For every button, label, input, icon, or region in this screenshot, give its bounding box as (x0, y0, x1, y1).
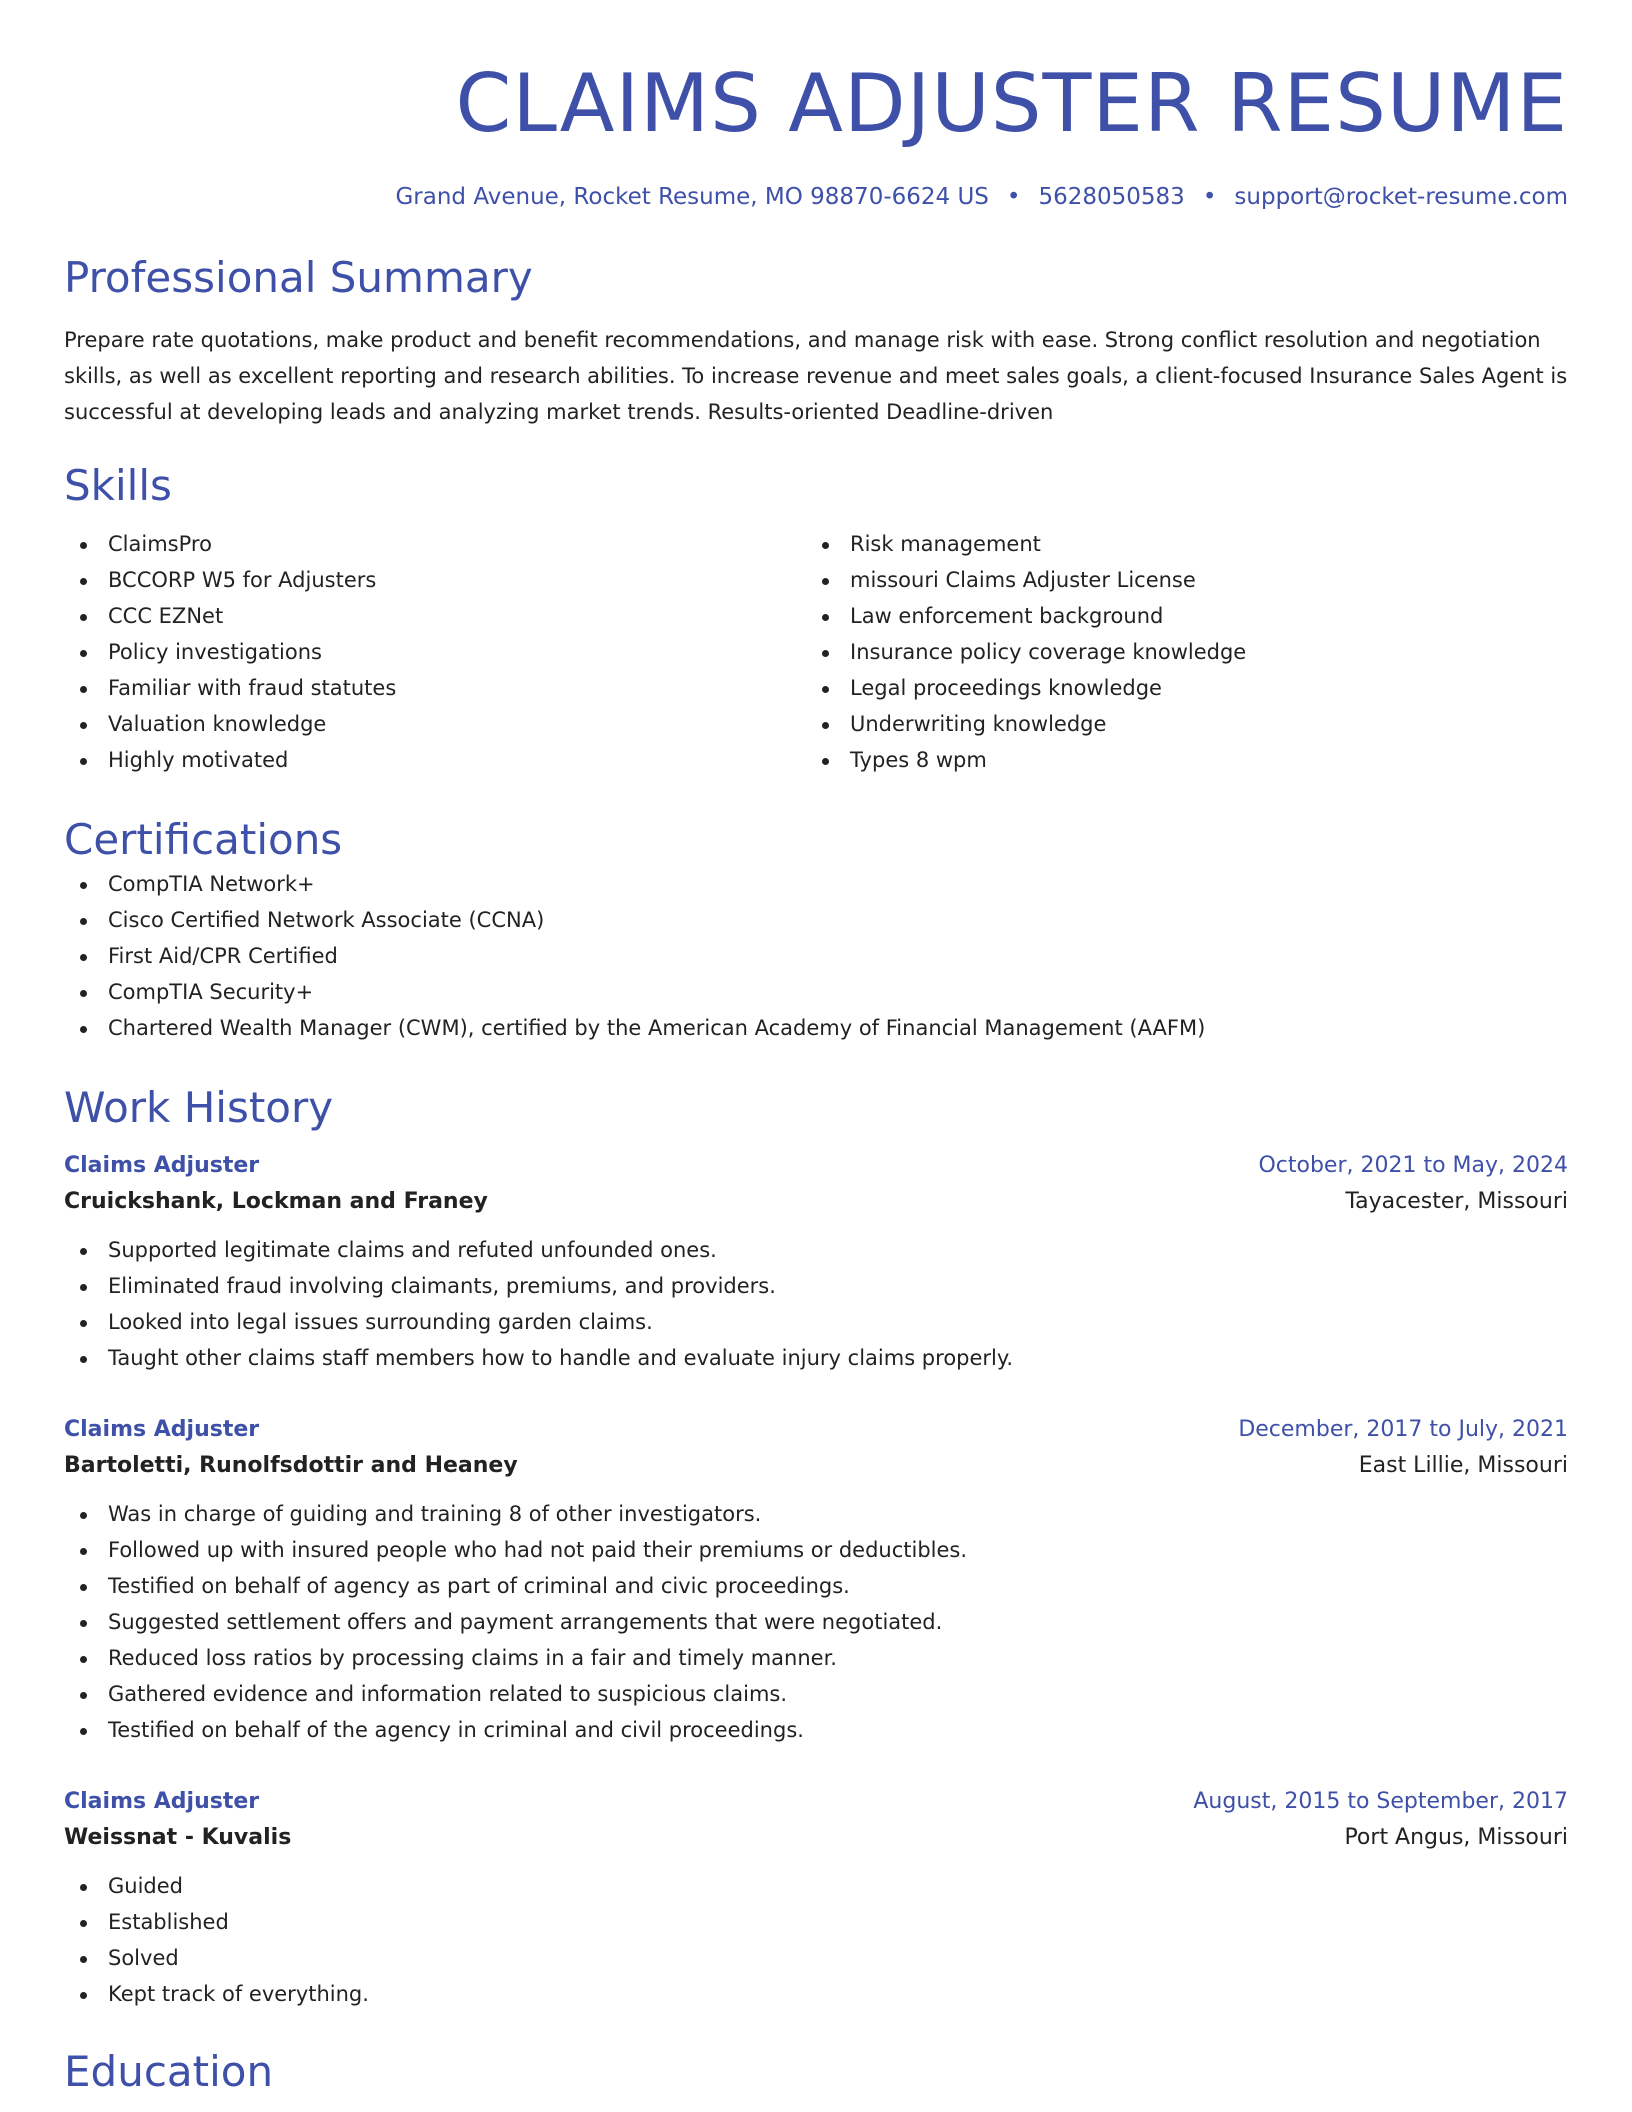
skill-item: Types 8 wpm (806, 742, 1548, 778)
job-company: Bartoletti, Runolfsdottir and Heaney (64, 1453, 518, 1478)
certification-item: First Aid/CPR Certified (64, 938, 1568, 974)
job-bullet: Kept track of everything. (64, 1976, 1568, 2012)
education-section (64, 2046, 1568, 2098)
summary-section (64, 252, 1568, 430)
skill-item: ClaimsPro (64, 526, 806, 562)
job-entry (64, 1784, 1568, 2012)
skill-item: Underwriting knowledge (806, 706, 1548, 742)
certification-item: CompTIA Security+ (64, 974, 1568, 1010)
resume-page (64, 0, 1568, 2098)
contact-separator: • (1202, 184, 1217, 210)
job-bullets (64, 1232, 1568, 1376)
summary-text: Prepare rate quotations, make product and benefit recommendations, and manage risk with ease. Strong conflict resolution and negotiation skills, as well as excellent reporting and research abilities. To increase revenue and meet sales goals, a client-focused Insurance Sales Agent is successful at developing leads and analyzing market trends. Results-oriented Deadline-driven (64, 328, 1568, 424)
certification-item: CompTIA Network+ (64, 866, 1568, 902)
job-location: Port Angus, Missouri (1344, 1825, 1568, 1850)
job-bullets (64, 1496, 1568, 1748)
contact-email[interactable]: support@rocket-resume.com (1234, 184, 1568, 210)
summary-heading: Professional Summary (64, 253, 533, 302)
job-bullet: Guided (64, 1868, 1568, 1904)
work-history-section (64, 1082, 1568, 2012)
skill-item: Policy investigations (64, 634, 806, 670)
job-bullet: Followed up with insured people who had not paid their premiums or deductibles. (64, 1532, 1568, 1568)
skill-item: Risk management (806, 526, 1548, 562)
job-bullet: Looked into legal issues surrounding garden claims. (64, 1304, 1568, 1340)
certifications-heading: Certifications (64, 815, 343, 864)
certification-item: Chartered Wealth Manager (CWM), certified by the American Academy of Financial Management (AAFM) (64, 1010, 1568, 1046)
skill-item: Legal proceedings knowledge (806, 670, 1548, 706)
skill-item: Familiar with fraud statutes (64, 670, 806, 706)
job-location: East Lillie, Missouri (1358, 1453, 1568, 1478)
job-title: Claims Adjuster (64, 1417, 260, 1442)
job-bullet: Testified on behalf of the agency in criminal and civil proceedings. (64, 1712, 1568, 1748)
skill-item: missouri Claims Adjuster License (806, 562, 1548, 598)
job-bullets (64, 1868, 1568, 2012)
skills-list-left (64, 526, 806, 778)
job-bullet: Gathered evidence and information related to suspicious claims. (64, 1676, 1568, 1712)
job-title: Claims Adjuster (64, 1789, 260, 1814)
skill-item: CCC EZNet (64, 598, 806, 634)
job-location: Tayacester, Missouri (1345, 1189, 1568, 1214)
job-bullet: Was in charge of guiding and training 8 of other investigators. (64, 1496, 1568, 1532)
contact-phone: 5628050583 (1038, 184, 1185, 210)
job-title: Claims Adjuster (64, 1153, 260, 1178)
certifications-section (64, 814, 1568, 1046)
job-bullet: Solved (64, 1940, 1568, 1976)
certifications-list (64, 866, 1568, 1046)
job-entry (64, 1412, 1568, 1748)
job-bullet: Supported legitimate claims and refuted unfounded ones. (64, 1232, 1568, 1268)
skill-item: BCCORP W5 for Adjusters (64, 562, 806, 598)
job-bullet: Suggested settlement offers and payment arrangements that were negotiated. (64, 1604, 1568, 1640)
skill-item: Insurance policy coverage knowledge (806, 634, 1548, 670)
job-dates: December, 2017 to July, 2021 (1238, 1417, 1568, 1442)
job-dates: October, 2021 to May, 2024 (1258, 1153, 1568, 1178)
contact-separator: • (1006, 184, 1021, 210)
skill-item: Valuation knowledge (64, 706, 806, 742)
resume-title: CLAIMS ADJUSTER RESUME (455, 57, 1568, 150)
contact-line (64, 182, 1568, 212)
skill-item: Highly motivated (64, 742, 806, 778)
job-bullet: Taught other claims staff members how to handle and evaluate injury claims properly. (64, 1340, 1568, 1376)
job-company: Cruickshank, Lockman and Franey (64, 1189, 488, 1214)
skills-heading: Skills (64, 461, 172, 510)
contact-address: Grand Avenue, Rocket Resume, MO 98870-6624 US (395, 184, 989, 210)
job-dates: August, 2015 to September, 2017 (1193, 1789, 1568, 1814)
skills-section (64, 460, 1568, 778)
job-bullet: Eliminated fraud involving claimants, premiums, and providers. (64, 1268, 1568, 1304)
job-bullet: Established (64, 1904, 1568, 1940)
skills-columns (64, 526, 1568, 778)
skill-item: Law enforcement background (806, 598, 1548, 634)
work-history-heading: Work History (64, 1083, 334, 1132)
job-company: Weissnat - Kuvalis (64, 1825, 292, 1850)
job-bullet: Reduced loss ratios by processing claims in a fair and timely manner. (64, 1640, 1568, 1676)
education-heading: Education (64, 2047, 274, 2096)
job-entry (64, 1148, 1568, 1376)
job-bullet: Testified on behalf of agency as part of criminal and civic proceedings. (64, 1568, 1568, 1604)
skills-list-right (806, 526, 1548, 778)
certification-item: Cisco Certified Network Associate (CCNA) (64, 902, 1568, 938)
